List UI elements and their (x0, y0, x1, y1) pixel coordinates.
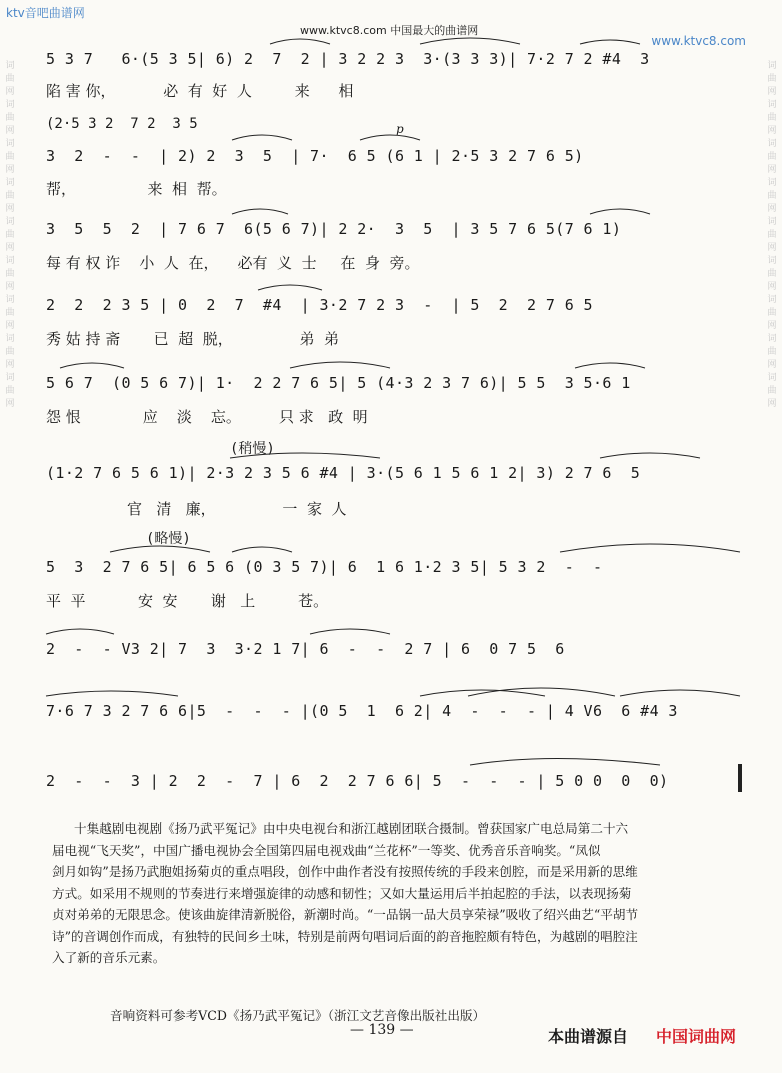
paragraph-line: 届电视“飞天奖”，中国广播电视协会全国第四届电视戏曲“兰花杯”一等奖、优秀音乐音响奖。“凤似 (52, 842, 601, 858)
audio-source-note: 音响资料可参考VCD《扬乃武平冤记》（浙江文艺音像出版社出版） (110, 1008, 486, 1023)
system-2-notes: 3 2 - - | 2) 2 3 5 | 7· 6 5 (6 1 | 2·5 3 2 7 6 5) (46, 147, 584, 165)
system-1-notes: 5 3 7 6·(5 3 5| 6) 2 7 2 | 3 2 2 3 3·(3 3 3)| 7·2 7 2 #4 3 (46, 50, 650, 68)
paragraph-line: 贞对弟弟的无限思念。使该曲旋律清新脱俗，新潮时尚。“一品锅一品大员享荣禄”吸收了绍兴曲艺“平胡节 (52, 907, 639, 922)
system-4-notes: 2 2 2 3 5 | 0 2 7 #4 | 3·2 7 2 3 - | 5 2 2 7 6 5 (46, 296, 593, 314)
system-4-lyrics: 秀 姑 持 斋 已 超 脱， 弟 弟 (46, 330, 340, 348)
system-2-prefix: (2·5 3 2 7 2 3 5 (46, 116, 198, 132)
system-5-notes: 5 6 7 (0 5 6 7)| 1· 2 2 7 6 5| 5 (4·3 2 3 7 6)| 5 5 3 5·6 1 (46, 374, 631, 392)
tempo-marking-slightly-slower: (略慢) (146, 531, 191, 547)
paragraph-line: 方式。如采用不规则的节奏进行来增强旋律的动感和韧性；又如大量运用后半拍起腔的手法，以表现扬菊 (52, 885, 632, 901)
system-6-notes: (1·2 7 6 5 6 1)| 2·3 2 3 5 6 #4 | 3·(5 6 1 5 6 1 2| 3) 2 7 6 5 (46, 464, 641, 482)
dynamic-marking: p (396, 122, 404, 136)
system-3-notes: 3 5 5 2 | 7 6 7 6(5 6 7)| 2 2· 3 5 | 3 5 7 6 5(7 6 1) (46, 220, 622, 238)
system-6-lyrics: 官 清 廉， 一 家 人 (46, 500, 347, 518)
paragraph-line: 诗”的音调创作而成，有独特的民间乡土味，特别是前两句唱词后面的韵音拖腔颇有特色，为越剧的唱腔注 (52, 928, 638, 944)
watermark-right: www.ktvc8.com (651, 34, 746, 48)
watermark-center: www.ktvc8.com 中国最大的曲谱网 (300, 24, 479, 37)
system-9-notes: 7·6 7 3 2 7 6 6|5 - - - |(0 5 1 6 2| 4 - - - | 4 V6 6 #4 3 (46, 702, 678, 720)
side-watermark-left: 词曲网词曲网词曲网词曲网词曲网词曲网词曲网词曲网词曲网 (5, 61, 15, 409)
paragraph-line: 入了新的音乐元素。 (52, 950, 166, 965)
paragraph-line: 十集越剧电视剧《扬乃武平冤记》由中央电视台和浙江越剧团联合摄制。曾获国家广电总局第二十六 (74, 821, 629, 836)
page-number: — 139 — (350, 1022, 414, 1038)
system-10-notes: 2 - - 3 | 2 2 - 7 | 6 2 2 7 6 6| 5 - - - | 5 0 0 0 0) (46, 772, 669, 790)
system-2-lyrics: 帮， 来 相 帮。 (46, 180, 227, 198)
system-7-notes: 5 3 2 7 6 5| 6 5 6 (0 3 5 7)| 6 1 6 1·2 3 5| 5 3 2 - - (46, 558, 603, 576)
watermark-left: ktv音吧曲谱网 (6, 6, 85, 20)
footer-site-name[interactable]: 中国词曲网 (656, 1027, 737, 1046)
system-5-lyrics: 怨 恨 应 淡 忘。 只 求 政 明 (46, 408, 368, 426)
system-8-notes: 2 - - V3 2| 7 3 3·2 1 7| 6 - - 2 7 | 6 0 7 5 6 (46, 640, 565, 658)
tempo-marking-slower: (稍慢) (230, 441, 275, 457)
system-7-lyrics: 平 平 安 安 谢 上 苍。 (46, 592, 329, 610)
side-watermark-right: 词曲网词曲网词曲网词曲网词曲网词曲网词曲网词曲网词曲网 (767, 61, 777, 409)
description-paragraph (52, 818, 734, 969)
system-3-lyrics: 每 有 权 诈 小 人 在， 必有 义 士 在 身 旁。 (46, 254, 420, 272)
footer-source-label: 本曲谱源自 (548, 1027, 629, 1046)
system-1-lyrics: 陷 害 你， 必 有 好 人 来 相 (46, 82, 354, 100)
paragraph-line: 剑月如钩”是扬乃武胞姐扬菊贞的重点唱段，创作中曲作者没有按照传统的手段来创腔，而是采用新的思维 (52, 864, 638, 879)
